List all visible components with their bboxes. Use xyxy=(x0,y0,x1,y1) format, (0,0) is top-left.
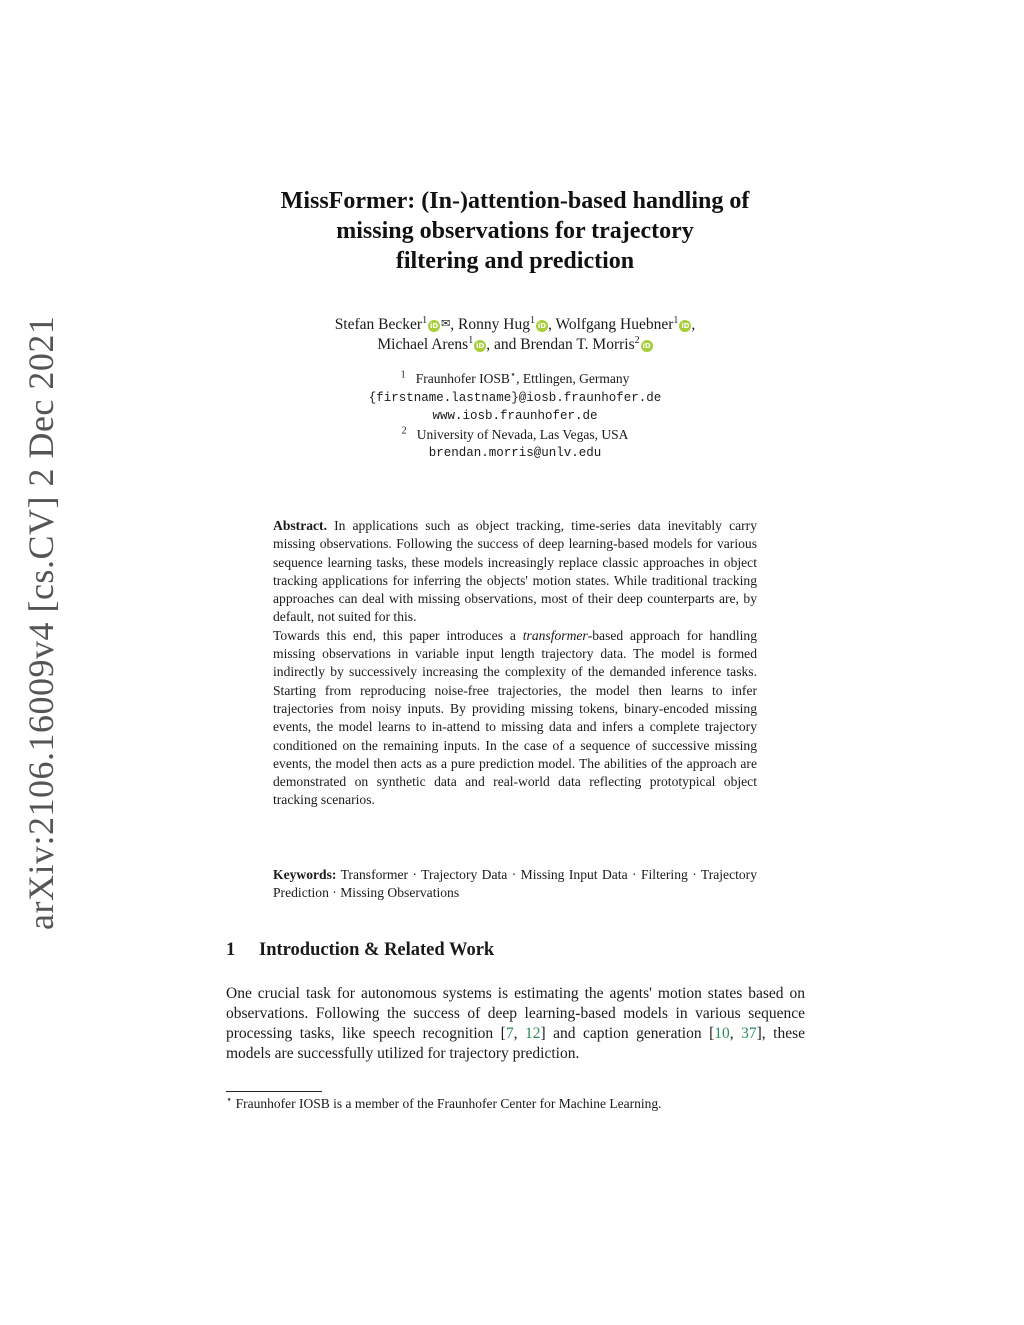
abstract-text: In applications such as object tracking, time-series data inevitably carry missing observations. Following the success of deep learning-based models for various sequence learning tasks, these models increasingly replace classic approaches in object tracking applications for inferring the objects' motion states. While traditional tracking approaches can deal with missing observations, most of their deep counterparts are, by default, not suited for this. xyxy=(273,518,757,625)
affiliations xyxy=(220,370,810,463)
footnote-rule xyxy=(226,1091,322,1092)
title-line: MissFormer: (In-)attention-based handling of xyxy=(280,188,750,214)
author-name: Michael Arens xyxy=(377,336,469,353)
affiliation-2 xyxy=(220,426,810,445)
affiliation-email[interactable]: brendan.morris@unlv.edu xyxy=(428,446,602,460)
orcid-icon[interactable]: iD xyxy=(681,322,690,330)
affiliation-location: , Ettlingen, Germany xyxy=(516,371,630,386)
affiliation-marker: 2 xyxy=(634,334,640,346)
abstract-label: Abstract. xyxy=(273,518,327,533)
author-name: Brendan T. Morris xyxy=(520,336,635,353)
abstract-text: Towards this end, this paper introduces a xyxy=(273,627,523,643)
affiliation-1 xyxy=(220,370,810,389)
affiliation-marker: 1 xyxy=(468,334,474,346)
footnote-text: Fraunhofer IOSB is a member of the Fraunhofer Center for Machine Learning. xyxy=(232,1096,662,1111)
citation-link[interactable]: 7 xyxy=(505,1025,514,1042)
body-text: One crucial task for autonomous systems is estimating the agents' motion states based on observations. Following the success of deep learning-based models in various sequence processing tasks, like speech recognition [ xyxy=(226,985,805,1042)
keywords-text: Transformer · Trajectory Data · Missing Input Data · Filtering · Trajectory Prediction · Missing Observations xyxy=(273,867,757,901)
author-name: Wolfgang Huebner xyxy=(555,316,674,333)
abstract-paragraph-2 xyxy=(273,627,757,810)
citation-link[interactable]: 10 xyxy=(714,1025,730,1042)
footnote-marker: ⋆ xyxy=(226,1094,233,1106)
footnote-marker: ⋆ xyxy=(509,369,517,381)
citation-link[interactable]: 37 xyxy=(741,1025,757,1042)
author-line-2 xyxy=(220,335,810,355)
body-text: , xyxy=(729,1025,742,1042)
author-list xyxy=(220,314,810,355)
orcid-icon[interactable]: iD xyxy=(476,342,485,350)
footnote xyxy=(226,1095,805,1113)
body-text: ] and caption generation [ xyxy=(540,1025,715,1042)
intro-paragraph xyxy=(226,984,805,1064)
abstract-text: -based approach for handling missing observations in variable input length trajectory data. The model is formed indirectly by successively increasing the complexity of the demanded inference tasks. Starting from reproducing noise-free trajectories, the model then learns to infer trajectories from noisy inputs. By providing missing tokens, binary-encoded missing events, the model learns to in-attend to missing data and infers a complete trajectory conditioned on the remaining inputs. In the case of a sequence of successive missing events, the model then acts as a pure prediction model. The abilities of the approach are demonstrated on synthetic data and real-world data reflecting prototypical object tracking scenarios. xyxy=(273,627,757,808)
citation-link[interactable]: 12 xyxy=(524,1025,541,1042)
author-separator: , and xyxy=(486,336,521,353)
paper-title xyxy=(220,186,810,276)
author-separator: , xyxy=(450,316,459,333)
abstract-paragraph-1 xyxy=(273,517,757,627)
affiliation-email[interactable]: {firstname.lastname}@iosb.fraunhofer.de xyxy=(368,390,662,405)
author-separator: , xyxy=(691,316,696,333)
author-name: Stefan Becker xyxy=(334,316,423,333)
affiliation-marker: 1 xyxy=(529,314,535,326)
body-text: ], these models are successfully utilized for trajectory prediction. xyxy=(226,1025,806,1062)
abstract xyxy=(273,517,757,810)
arxiv-identifier: arXiv:2106.16009v4 [cs.CV] 2 Dec 2021 xyxy=(21,315,61,930)
orcid-icon[interactable]: iD xyxy=(537,322,547,330)
abstract-emphasis: transformer xyxy=(522,627,588,643)
section-title: Introduction & Related Work xyxy=(259,940,495,960)
affiliation-number: 2 xyxy=(401,425,407,436)
affiliation-number: 1 xyxy=(400,369,406,381)
author-line-1 xyxy=(220,314,810,335)
title-line: missing observations for trajectory xyxy=(336,218,694,244)
affiliation-marker: 1 xyxy=(673,314,679,326)
keywords-label: Keywords: xyxy=(273,867,337,882)
keywords xyxy=(273,866,757,903)
affiliation-marker: 1 xyxy=(422,314,428,326)
title-line: filtering and prediction xyxy=(395,248,635,274)
author-separator: , xyxy=(547,316,556,333)
section-number: 1 xyxy=(226,940,236,960)
orcid-icon[interactable]: iD xyxy=(642,342,651,350)
orcid-icon[interactable]: iD xyxy=(429,322,439,330)
body-text: , xyxy=(513,1025,525,1042)
author-name: Ronny Hug xyxy=(458,316,530,333)
mail-icon[interactable]: ✉ xyxy=(441,317,451,330)
section-heading xyxy=(226,938,494,962)
affiliation-name: University of Nevada, Las Vegas, USA xyxy=(416,426,629,442)
affiliation-name: Fraunhofer IOSB xyxy=(415,371,510,386)
affiliation-website[interactable]: www.iosb.fraunhofer.de xyxy=(432,409,598,423)
